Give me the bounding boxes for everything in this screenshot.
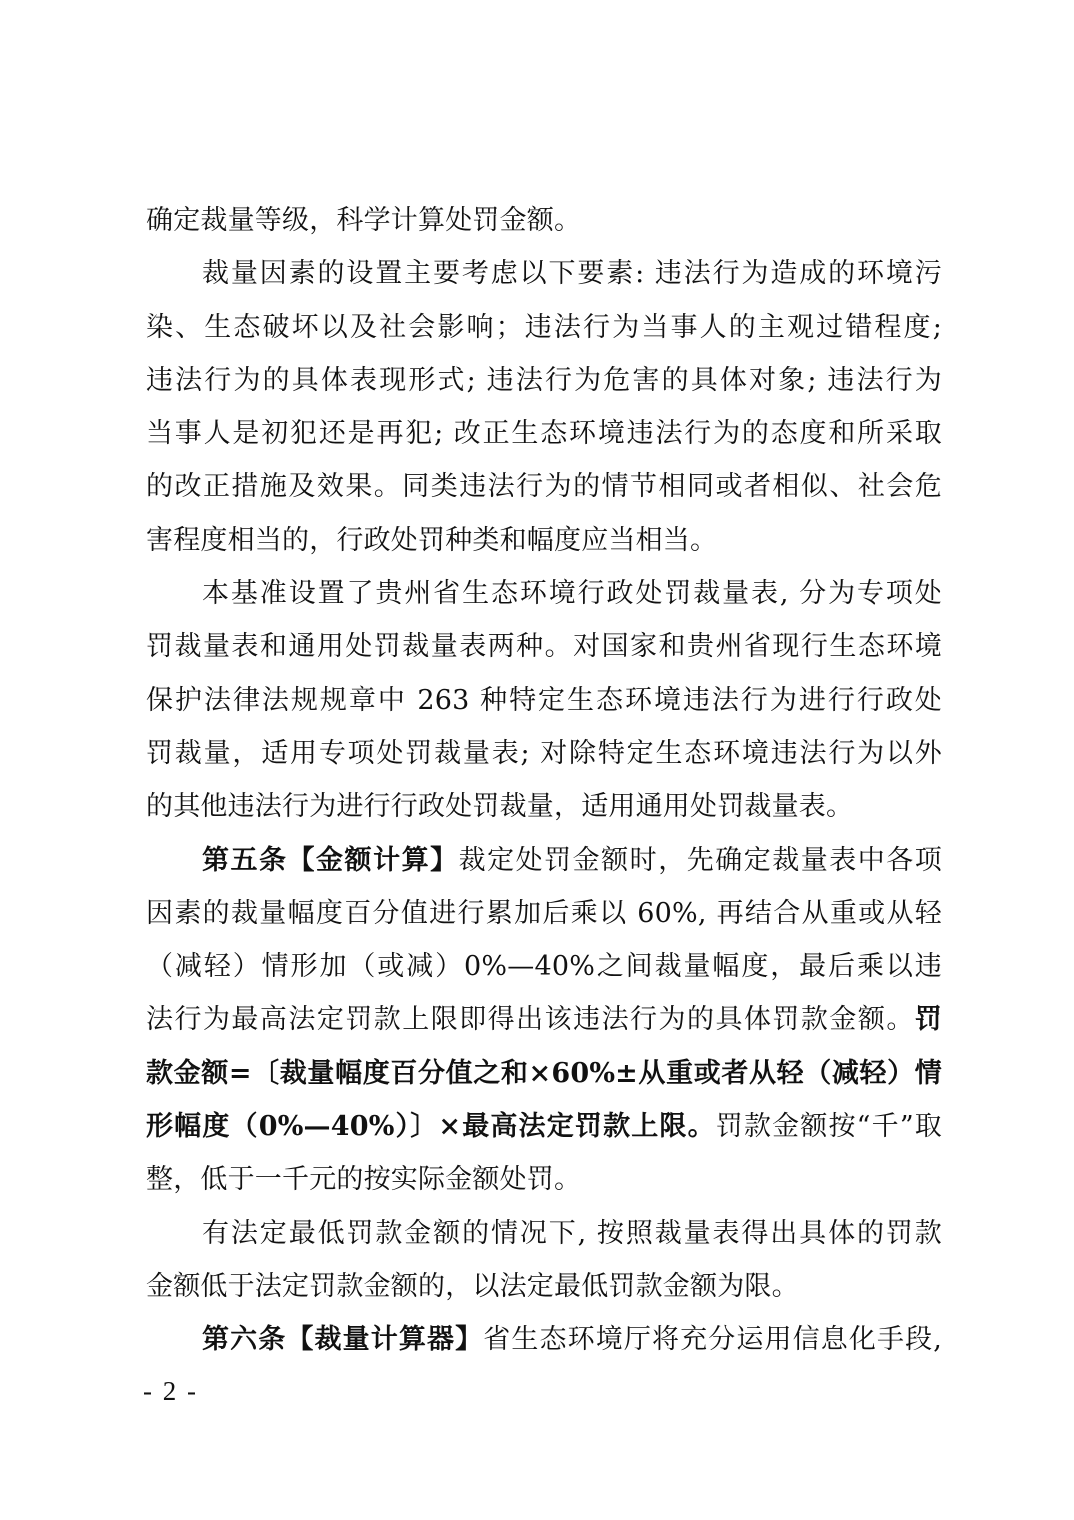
article-5-heading: 第五条【金额计算】 [202,844,459,876]
text-line: 因素的裁量幅度百分值进行累加后乘以 60%, 再结合从重或从轻 [146,897,942,929]
text-line: 罚裁量表和通用处罚裁量表两种。对国家和贵州省现行生态环境 [146,631,942,663]
text-line: （减轻）情形加（或减）0%—40%之间裁量幅度，最后乘以违 [146,951,942,983]
article-5-line: 第五条【金额计算】裁定处罚金额时，先确定裁量表中各项 [202,844,942,876]
page-number: - 2 - [143,1376,198,1406]
text-line: 的其他违法行为进行行政处罚裁量，适用通用处罚裁量表。 [146,791,854,823]
text-line: 违法行为的具体表现形式; 违法行为危害的具体对象; 违法行为 [146,364,942,396]
text-line: 害程度相当的，行政处罚种类和幅度应当相当。 [146,524,718,556]
formula-line: 形幅度（0%—40%）〕×最高法定罚款上限。罚款金额按“千”取 [146,1111,942,1143]
text-line: 保护法律法规规章中 263 种特定生态环境违法行为进行行政处 [146,684,942,716]
text-line: 染、生态破坏以及社会影响；违法行为当事人的主观过错程度; [146,311,942,343]
paragraph-start-line: 有法定最低罚款金额的情况下, 按照裁量表得出具体的罚款 [202,1217,942,1249]
formula-start: 罚 [914,1004,942,1036]
text-line: 的改正措施及效果。同类违法行为的情节相同或者相似、社会危 [146,471,942,503]
article-6-line: 第六条【裁量计算器】省生态环境厅将充分运用信息化手段, [202,1324,943,1356]
paragraph-start-line: 本基准设置了贵州省生态环境行政处罚裁量表, 分为专项处 [202,578,942,610]
paragraph-start-line: 裁量因素的设置主要考虑以下要素: 违法行为造成的环境污 [202,258,942,290]
text-line: 金额低于法定罚款金额的，以法定最低罚款金额为限。 [146,1270,799,1302]
text-line: 罚裁量，适用专项处罚裁量表; 对除特定生态环境违法行为以外 [146,737,942,769]
document-body [146,194,942,1367]
text-line: 法行为最高法定罚款上限即得出该违法行为的具体罚款金额。罚 [146,1004,942,1036]
formula-line: 款金额=〔裁量幅度百分值之和×60%±从重或者从轻（减轻）情 [146,1057,942,1089]
text-line: 当事人是初犯还是再犯; 改正生态环境违法行为的态度和所采取 [146,418,942,450]
text-line: 整，低于一千元的按实际金额处罚。 [146,1164,582,1196]
text-line: 确定裁量等级，科学计算处罚金额。 [146,205,582,236]
article-6-heading: 第六条【裁量计算器】 [202,1324,484,1356]
